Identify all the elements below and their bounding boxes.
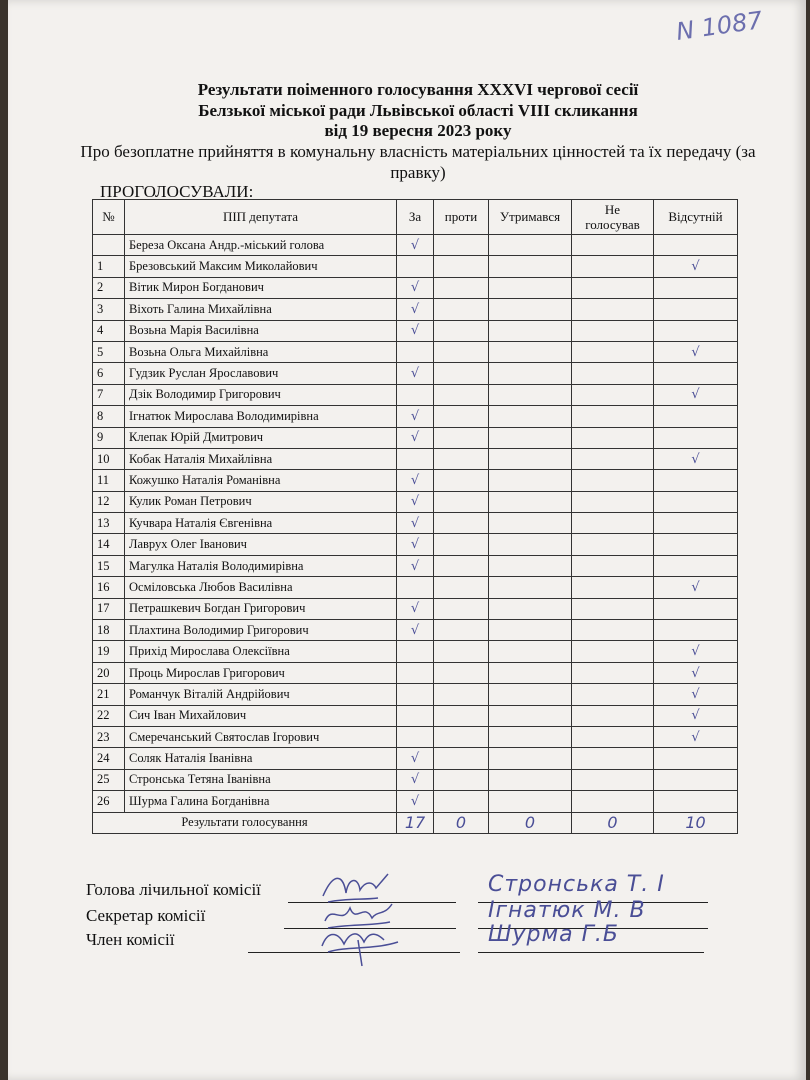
row-number: 17 <box>93 598 125 619</box>
vote-absent: √ <box>654 641 738 662</box>
chair-name: Стронська Т. І <box>488 872 665 897</box>
vote-ne-holosuvav <box>572 641 654 662</box>
vote-za: √ <box>397 235 434 256</box>
table-row <box>93 641 738 662</box>
vote-ne-holosuvav <box>572 363 654 384</box>
vote-ne-holosuvav <box>572 406 654 427</box>
vote-utrymavsia <box>489 384 572 405</box>
vote-proty <box>434 363 489 384</box>
deputy-name: Брезовський Максим Миколайович <box>125 256 397 277</box>
vote-za <box>397 641 434 662</box>
vote-absent <box>654 748 738 769</box>
column-header: проти <box>434 200 489 235</box>
vote-absent: √ <box>654 726 738 747</box>
deputy-name: Ігнатюк Мирослава Володимирівна <box>125 406 397 427</box>
vote-proty <box>434 555 489 576</box>
row-number <box>93 235 125 256</box>
vote-proty <box>434 620 489 641</box>
vote-absent <box>654 363 738 384</box>
deputy-name: Петрашкевич Богдан Григорович <box>125 598 397 619</box>
table-row <box>93 791 738 812</box>
vote-utrymavsia <box>489 406 572 427</box>
column-header: Відсутній <box>654 200 738 235</box>
row-number: 15 <box>93 555 125 576</box>
vote-utrymavsia <box>489 769 572 790</box>
deputy-name: Шурма Галина Богданівна <box>125 791 397 812</box>
vote-absent: √ <box>654 577 738 598</box>
vote-absent: √ <box>654 684 738 705</box>
table-header-row <box>93 200 738 235</box>
vote-za: √ <box>397 534 434 555</box>
vote-proty <box>434 726 489 747</box>
row-number: 10 <box>93 448 125 469</box>
vote-utrymavsia <box>489 598 572 619</box>
row-number: 6 <box>93 363 125 384</box>
total-proty: 0 <box>434 812 489 833</box>
total-ne-holosuvav: 0 <box>572 812 654 833</box>
vote-ne-holosuvav <box>572 791 654 812</box>
vote-utrymavsia <box>489 534 572 555</box>
vote-za <box>397 341 434 362</box>
row-number: 2 <box>93 277 125 298</box>
vote-za: √ <box>397 320 434 341</box>
deputy-name: Лаврух Олег Іванович <box>125 534 397 555</box>
vote-za <box>397 662 434 683</box>
vote-proty <box>434 341 489 362</box>
row-number: 3 <box>93 299 125 320</box>
vote-proty <box>434 577 489 598</box>
table-body <box>93 235 738 813</box>
vote-proty <box>434 748 489 769</box>
row-number: 18 <box>93 620 125 641</box>
vote-absent: √ <box>654 705 738 726</box>
member-name-line <box>478 952 704 953</box>
row-number: 1 <box>93 256 125 277</box>
total-utrymavsia: 0 <box>489 812 572 833</box>
column-header: За <box>397 200 434 235</box>
table-row <box>93 406 738 427</box>
vote-ne-holosuvav <box>572 448 654 469</box>
vote-utrymavsia <box>489 235 572 256</box>
table-row <box>93 534 738 555</box>
vote-ne-holosuvav <box>572 555 654 576</box>
vote-ne-holosuvav <box>572 299 654 320</box>
deputy-name: Береза Оксана Андр.-міський голова <box>125 235 397 256</box>
vote-za: √ <box>397 791 434 812</box>
vote-utrymavsia <box>489 513 572 534</box>
vote-ne-holosuvav <box>572 598 654 619</box>
column-header: Утримався <box>489 200 572 235</box>
row-number: 4 <box>93 320 125 341</box>
vote-utrymavsia <box>489 641 572 662</box>
member-signature <box>318 920 408 970</box>
vote-za: √ <box>397 491 434 512</box>
row-number: 13 <box>93 513 125 534</box>
vote-za: √ <box>397 555 434 576</box>
vote-utrymavsia <box>489 470 572 491</box>
deputy-name: Прихід Мирослава Олексіївна <box>125 641 397 662</box>
table-row <box>93 577 738 598</box>
row-number: 16 <box>93 577 125 598</box>
vote-proty <box>434 256 489 277</box>
column-header: ПІП депутата <box>125 200 397 235</box>
vote-ne-holosuvav <box>572 320 654 341</box>
vote-za: √ <box>397 513 434 534</box>
vote-ne-holosuvav <box>572 684 654 705</box>
vote-absent <box>654 555 738 576</box>
deputy-name: Проць Мирослав Григорович <box>125 662 397 683</box>
vote-absent <box>654 320 738 341</box>
table-row <box>93 491 738 512</box>
table-row <box>93 299 738 320</box>
vote-proty <box>434 277 489 298</box>
row-number: 8 <box>93 406 125 427</box>
deputy-name: Вітик Мирон Богданович <box>125 277 397 298</box>
table-row <box>93 341 738 362</box>
deputy-name: Кожушко Наталія Романівна <box>125 470 397 491</box>
table-row <box>93 320 738 341</box>
vote-za: √ <box>397 748 434 769</box>
deputy-name: Возьна Ольга Михайлівна <box>125 341 397 362</box>
vote-utrymavsia <box>489 555 572 576</box>
vote-utrymavsia <box>489 277 572 298</box>
row-number: 7 <box>93 384 125 405</box>
row-number: 19 <box>93 641 125 662</box>
vote-absent <box>654 491 738 512</box>
vote-ne-holosuvav <box>572 513 654 534</box>
vote-ne-holosuvav <box>572 769 654 790</box>
table-row <box>93 470 738 491</box>
deputy-name: Соляк Наталія Іванівна <box>125 748 397 769</box>
member-name: Шурма Г.Б <box>488 922 619 947</box>
vote-absent: √ <box>654 662 738 683</box>
vote-proty <box>434 662 489 683</box>
vote-absent <box>654 406 738 427</box>
table-row <box>93 684 738 705</box>
row-number: 25 <box>93 769 125 790</box>
table-row <box>93 748 738 769</box>
vote-utrymavsia <box>489 662 572 683</box>
vote-ne-holosuvav <box>572 235 654 256</box>
vote-proty <box>434 705 489 726</box>
vote-ne-holosuvav <box>572 705 654 726</box>
total-absent: 10 <box>654 812 738 833</box>
vote-za: √ <box>397 277 434 298</box>
vote-utrymavsia <box>489 320 572 341</box>
vote-utrymavsia <box>489 363 572 384</box>
vote-za: √ <box>397 769 434 790</box>
vote-absent: √ <box>654 384 738 405</box>
vote-ne-holosuvav <box>572 662 654 683</box>
deputy-name: Кулик Роман Петрович <box>125 491 397 512</box>
row-number: 5 <box>93 341 125 362</box>
vote-absent: √ <box>654 256 738 277</box>
total-za: 17 <box>397 812 434 833</box>
vote-proty <box>434 427 489 448</box>
vote-proty <box>434 769 489 790</box>
table-row <box>93 598 738 619</box>
vote-za: √ <box>397 299 434 320</box>
deputy-name: Осміловська Любов Василівна <box>125 577 397 598</box>
vote-absent <box>654 769 738 790</box>
row-number: 23 <box>93 726 125 747</box>
vote-utrymavsia <box>489 427 572 448</box>
secretary-name: Ігнатюк М. В <box>488 898 646 923</box>
deputy-name: Дзік Володимир Григорович <box>125 384 397 405</box>
vote-za <box>397 448 434 469</box>
results-row <box>93 812 738 833</box>
row-number: 26 <box>93 791 125 812</box>
vote-utrymavsia <box>489 448 572 469</box>
vote-absent <box>654 791 738 812</box>
vote-utrymavsia <box>489 491 572 512</box>
table-row <box>93 726 738 747</box>
vote-proty <box>434 406 489 427</box>
deputy-name: Кучвара Наталія Євгенівна <box>125 513 397 534</box>
vote-za: √ <box>397 406 434 427</box>
deputy-name: Кобак Наталія Михайлівна <box>125 448 397 469</box>
vote-za: √ <box>397 427 434 448</box>
table-row <box>93 662 738 683</box>
title-line-2: Белзької міської ради Львівської області VIII скликання <box>198 101 638 120</box>
vote-za: √ <box>397 598 434 619</box>
chair-label: Голова лічильної комісії <box>86 880 261 899</box>
row-number: 14 <box>93 534 125 555</box>
deputy-name: Клепак Юрій Дмитрович <box>125 427 397 448</box>
votes-table <box>92 199 738 834</box>
row-number: 11 <box>93 470 125 491</box>
vote-ne-holosuvav <box>572 256 654 277</box>
deputy-name: Сич Іван Михайлович <box>125 705 397 726</box>
vote-utrymavsia <box>489 256 572 277</box>
deputy-name: Плахтина Володимир Григорович <box>125 620 397 641</box>
vote-za <box>397 577 434 598</box>
subject: Про безоплатне прийняття в комунальну власність матеріальних цінностей та їх передачу (за правку) <box>80 142 756 182</box>
deputy-name: Стронська Тетяна Іванівна <box>125 769 397 790</box>
vote-za <box>397 726 434 747</box>
vote-proty <box>434 320 489 341</box>
vote-ne-holosuvav <box>572 748 654 769</box>
deputy-name: Магулка Наталія Володимирівна <box>125 555 397 576</box>
column-header: Не голосував <box>572 200 654 235</box>
vote-proty <box>434 299 489 320</box>
vote-utrymavsia <box>489 684 572 705</box>
row-number: 22 <box>93 705 125 726</box>
vote-proty <box>434 384 489 405</box>
vote-absent <box>654 620 738 641</box>
row-number: 21 <box>93 684 125 705</box>
vote-ne-holosuvav <box>572 620 654 641</box>
table-row <box>93 384 738 405</box>
vote-ne-holosuvav <box>572 534 654 555</box>
vote-absent <box>654 427 738 448</box>
vote-utrymavsia <box>489 577 572 598</box>
vote-proty <box>434 791 489 812</box>
table-row <box>93 513 738 534</box>
vote-za <box>397 684 434 705</box>
vote-ne-holosuvav <box>572 491 654 512</box>
vote-proty <box>434 491 489 512</box>
vote-proty <box>434 598 489 619</box>
vote-za <box>397 256 434 277</box>
column-header: № <box>93 200 125 235</box>
vote-absent <box>654 299 738 320</box>
vote-ne-holosuvav <box>572 341 654 362</box>
table-row <box>93 256 738 277</box>
vote-za: √ <box>397 620 434 641</box>
deputy-name: Возьна Марія Василівна <box>125 320 397 341</box>
table-row <box>93 448 738 469</box>
vote-utrymavsia <box>489 341 572 362</box>
vote-ne-holosuvav <box>572 470 654 491</box>
vote-absent: √ <box>654 448 738 469</box>
vote-utrymavsia <box>489 299 572 320</box>
vote-ne-holosuvav <box>572 384 654 405</box>
title-line-1: Результати поіменного голосування XXXVI чергової сесії <box>197 80 639 99</box>
vote-utrymavsia <box>489 791 572 812</box>
vote-ne-holosuvav <box>572 427 654 448</box>
vote-utrymavsia <box>489 705 572 726</box>
document-number: N 1087 <box>674 6 765 46</box>
vote-absent: √ <box>654 341 738 362</box>
vote-absent <box>654 470 738 491</box>
voted-label: ПРОГОЛОСУВАЛИ: <box>100 182 254 201</box>
vote-za: √ <box>397 363 434 384</box>
results-label: Результати голосування <box>93 812 397 833</box>
row-number: 9 <box>93 427 125 448</box>
vote-za <box>397 705 434 726</box>
row-number: 20 <box>93 662 125 683</box>
deputy-name: Віхоть Галина Михайлівна <box>125 299 397 320</box>
row-number: 12 <box>93 491 125 512</box>
vote-proty <box>434 534 489 555</box>
vote-za <box>397 384 434 405</box>
table-row <box>93 277 738 298</box>
secretary-label: Секретар комісії <box>86 906 206 925</box>
vote-ne-holosuvav <box>572 277 654 298</box>
vote-proty <box>434 235 489 256</box>
member-label: Член комісії <box>86 930 175 949</box>
vote-proty <box>434 470 489 491</box>
table-row <box>93 620 738 641</box>
vote-absent <box>654 513 738 534</box>
vote-za: √ <box>397 470 434 491</box>
title-line-3: від 19 вересня 2023 року <box>324 121 512 140</box>
table-row <box>93 555 738 576</box>
deputy-name: Гудзик Руслан Ярославович <box>125 363 397 384</box>
deputy-name: Романчук Віталій Андрійович <box>125 684 397 705</box>
table-row <box>93 705 738 726</box>
document-sheet <box>8 0 806 1080</box>
table-row <box>93 769 738 790</box>
vote-absent <box>654 277 738 298</box>
table-row <box>93 427 738 448</box>
table-row <box>93 363 738 384</box>
vote-utrymavsia <box>489 748 572 769</box>
table-row <box>93 235 738 256</box>
vote-absent <box>654 534 738 555</box>
vote-ne-holosuvav <box>572 577 654 598</box>
vote-absent <box>654 598 738 619</box>
vote-utrymavsia <box>489 620 572 641</box>
vote-ne-holosuvav <box>572 726 654 747</box>
vote-proty <box>434 513 489 534</box>
vote-proty <box>434 641 489 662</box>
vote-proty <box>434 684 489 705</box>
vote-proty <box>434 448 489 469</box>
vote-utrymavsia <box>489 726 572 747</box>
vote-absent <box>654 235 738 256</box>
row-number: 24 <box>93 748 125 769</box>
deputy-name: Смеречанський Святослав Ігорович <box>125 726 397 747</box>
